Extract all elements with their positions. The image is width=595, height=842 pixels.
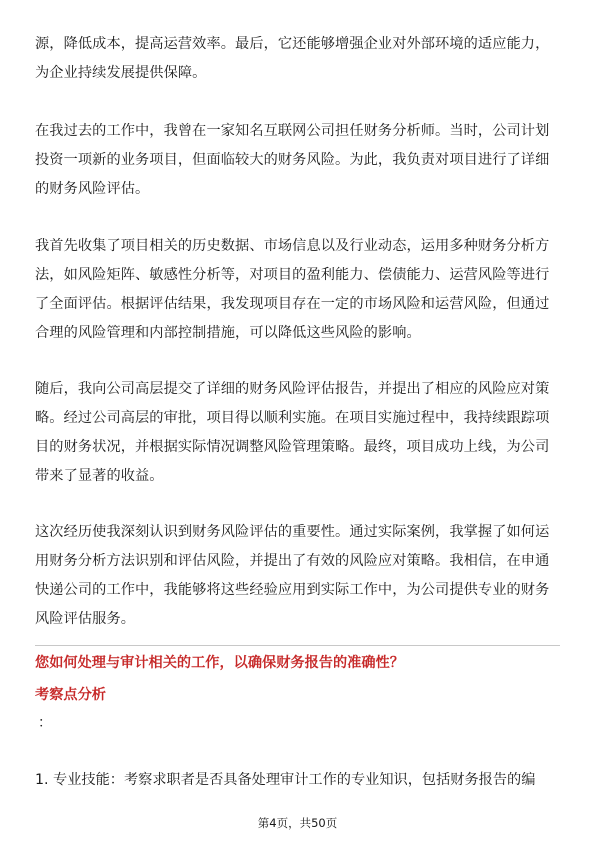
paragraph-1 [35,30,565,88]
paragraph-2 [35,117,565,204]
question-heading: 您如何处理与审计相关的工作，以确保财务报告的准确性？ [35,655,404,671]
paragraph-4 [35,375,565,491]
colon-marker: ： [38,715,52,731]
list-item: 1. 专业技能：考察求职者是否具备处理审计工作的专业知识，包括财务报告的编 [35,772,536,788]
paragraph-line: 投资一项新的业务项目，但面临较大的财务风险。为此，我负责对项目进行了详细 [35,152,550,168]
paragraph-line: 目的财务状况，并根据实际情况调整风险管理策略。最终，项目成功上线，为公司 [35,439,550,455]
paragraph-line: 在我过去的工作中，我曾在一家知名互联网公司担任财务分析师。当时，公司计划 [35,123,550,139]
page-number: 第4页，共50页 [257,816,338,830]
paragraph-line: 风险评估服务。 [35,611,136,627]
section-label: 考察点分析 [35,687,106,703]
paragraph-3 [35,232,565,348]
paragraph-line: 这次经历使我深刻认识到财务风险评估的重要性。通过实际案例，我掌握了如何运 [35,524,550,540]
section-divider [35,645,560,646]
paragraph-line: 法，如风险矩阵、敏感性分析等，对项目的盈利能力、偿债能力、运营风险等进行 [35,267,550,283]
paragraph-line: 为企业持续发展提供保障。 [35,65,207,81]
paragraph-line: 合理的风险管理和内部控制措施，可以降低这些风险的影响。 [35,325,421,341]
paragraph-5 [35,518,565,634]
paragraph-line: 我首先收集了项目相关的历史数据、市场信息以及行业动态，运用多种财务分析方 [35,238,550,254]
paragraph-line: 了全面评估。根据评估结果，我发现项目存在一定的市场风险和运营风险，但通过 [35,296,550,312]
paragraph-line: 随后，我向公司高层提交了详细的财务风险评估报告，并提出了相应的风险应对策 [35,381,550,397]
paragraph-line: 略。经过公司高层的审批，项目得以顺利实施。在项目实施过程中，我持续跟踪项 [35,410,550,426]
paragraph-line: 的财务风险评估。 [35,181,150,197]
paragraph-line: 源，降低成本，提高运营效率。最后，它还能够增强企业对外部环境的适应能力， [35,36,550,52]
paragraph-line: 用财务分析方法识别和评估风险，并提出了有效的风险应对策略。我相信，在申通 [35,553,550,569]
paragraph-line: 带来了显著的收益。 [35,468,164,484]
paragraph-line: 快递公司的工作中，我能够将这些经验应用到实际工作中，为公司提供专业的财务 [35,582,550,598]
